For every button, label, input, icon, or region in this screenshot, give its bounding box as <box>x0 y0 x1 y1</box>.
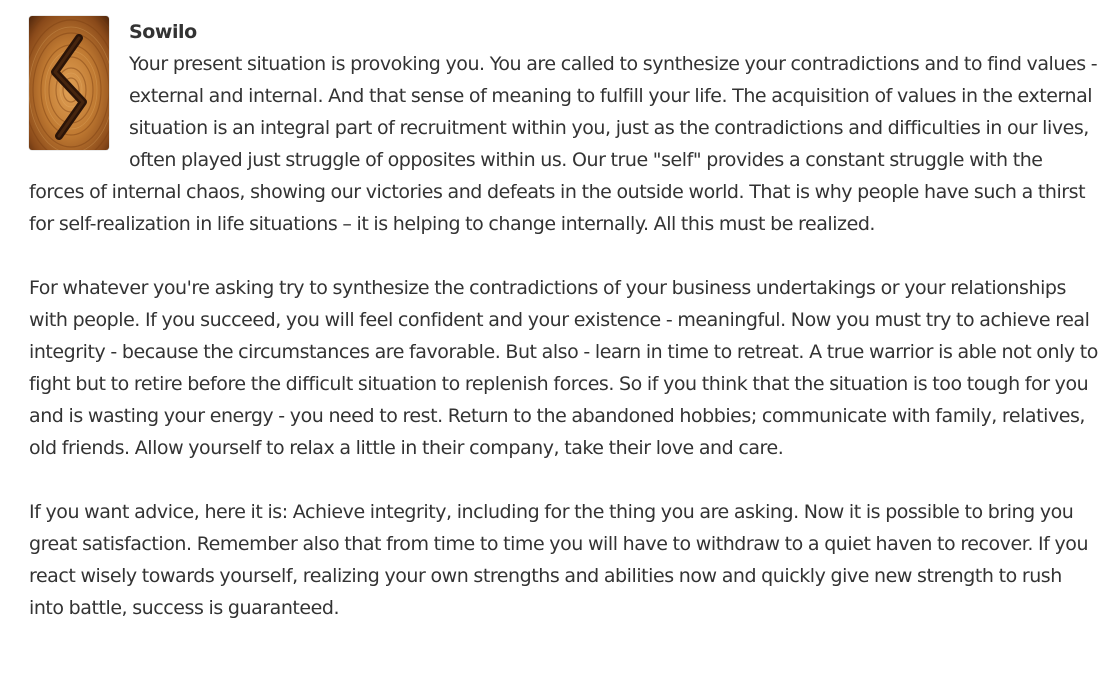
rune-title: Sowilo <box>129 21 197 43</box>
reading-paragraph-2: For whatever you're asking try to synthesize the contradictions of your business undertakings or your relationships with people. If you succeed, you will feel confident and your existence - meaningful. Now you must try to achieve real integrity - because the circumstances are favorable. But also - learn in time to retreat. A true warrior is able not only to fight but to retire before the difficult situation to replenish forces. So if you think that the situation is too tough for you and is wasting your energy - you need to rest. Return to the abandoned hobbies; communicate with family, relatives, old friends. Allow yourself to relax a little in their company, take their love and care. <box>29 277 1098 459</box>
reading-paragraph-1: Your present situation is provoking you. You are called to synthesize your contradictions and to find values - external and internal. And that sense of meaning to fulfill your life. The acquisition of values in the external situation is an integral part of recruitment within you, just as the contradictions and difficulties in our lives, often played just struggle of opposites within us. Our true "self" provides a constant struggle with the forces of internal chaos, showing our victories and defeats in the outside world. That is why people have such a thirst for self-realization in life situations – it is helping to change internally. All this must be realized. <box>29 53 1098 235</box>
reading-paragraph-3: If you want advice, here it is: Achieve integrity, including for the thing you are asking. Now it is possible to bring you great satisfaction. Remember also that from time to time you will have to withdraw to a quiet haven to recover. If you react wisely towards yourself, realizing your own strengths and abilities now and quickly give new strength to rush into battle, success is guaranteed. <box>29 501 1089 619</box>
sowilo-rune-icon <box>29 16 109 150</box>
rune-description <box>29 16 1099 624</box>
